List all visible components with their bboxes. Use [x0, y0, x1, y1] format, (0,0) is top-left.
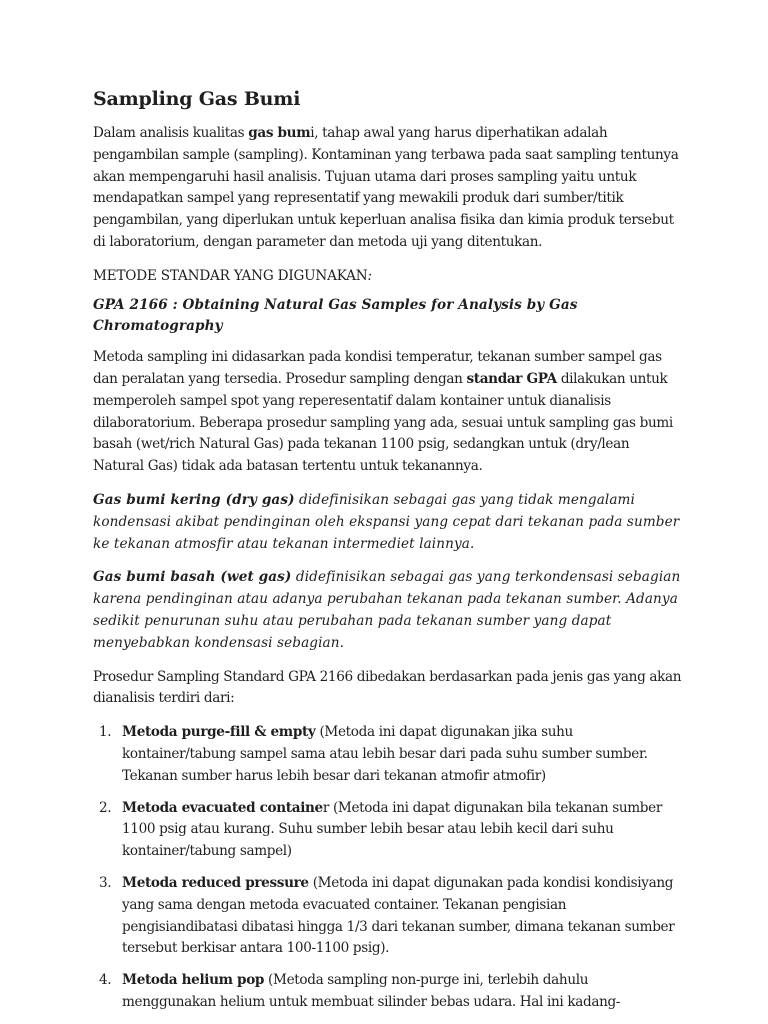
list-number: 4.: [99, 972, 112, 989]
dry-gas-term: Gas bumi kering (dry gas): [93, 491, 295, 508]
standar-gpa-bold: standar GPA: [466, 370, 557, 387]
wet-gas-term: Gas bumi basah (wet gas): [93, 569, 292, 586]
gpa-title: GPA 2166 : Obtaining Natural Gas Samples for Analysis by Gas Chromatography: [93, 296, 578, 335]
intro-paragraph: Dalam analisis kualitas gas bumi, tahap awal yang harus diperhatikan adalah pengambilan sample (sampling). Kontaminan yang terbawa pada saat sampling tentunya akan mempengaruhi hasil analisis. Tujuan utama dari proses sampling yaitu untuk mendapatkan sampel yang representatif yang mewakili produk dari sumber/titik pengambilan, yang diperlukan untuk keperluan analisa fisika dan kimia produk tersebut di laboratorium, dengan parameter dan metoda uji yang ditentukan.: [93, 125, 679, 250]
method-list: [93, 722, 683, 1014]
method-name: Metoda evacuated containe: [122, 799, 323, 816]
list-item: 2. Metoda evacuated container (Metoda ini dapat digunakan bila tekanan sumber 1100 psig atau kurang. Suhu sumber lebih besar atau lebih kecil dari suhu kontainer/tabung sampel): [99, 799, 662, 860]
gas-bumi-bold: gas bum: [248, 125, 311, 141]
standard-heading: METODE STANDAR YANG DIGUNAKAN:: [93, 267, 372, 284]
list-number: 2.: [99, 799, 112, 816]
method-name: Metoda helium pop: [122, 972, 265, 989]
procedure-intro: Prosedur Sampling Standard GPA 2166 dibedakan berdasarkan pada jenis gas yang akan dianalisis terdiri dari:: [93, 668, 682, 707]
document-page: [93, 88, 683, 1024]
list-number: 1.: [99, 724, 112, 741]
wet-gas-definition: Gas bumi basah (wet gas) didefinisikan sebagai gas yang terkondensasi sebagian karena pendinginan atau adanya perubahan tekanan pada tekanan sumber. Adanya sedikit penurunan suhu atau perubahan pada tekanan sumber yang dapat menyebabkan kondensasi sebagian.: [93, 569, 681, 651]
method-name: Metoda reduced pressure: [122, 874, 309, 891]
method-paragraph: Metoda sampling ini didasarkan pada kondisi temperatur, tekanan sumber sampel gas dan peralatan yang tersedia. Prosedur sampling dengan standar GPA dilakukan untuk memperoleh sampel spot yang reperesentatif dalam kontainer untuk dianalisis dilaboratorium. Beberapa prosedur sampling yang ada, sesuai untuk sampling gas bumi basah (wet/rich Natural Gas) pada tekanan 1100 psig, sedangkan untuk (dry/lean Natural Gas) tidak ada batasan tertentu untuk tekanannya.: [93, 349, 673, 475]
page-title: Sampling Gas Bumi: [93, 88, 301, 110]
dry-gas-definition: Gas bumi kering (dry gas) didefinisikan sebagai gas yang tidak mengalami kondensasi akibat pendinginan oleh ekspansi yang cepat dari tekanan pada sumber ke tekanan atmosfir atau tekanan intermediet lainnya.: [93, 491, 680, 552]
list-number: 3.: [99, 874, 112, 891]
list-item: 3. Metoda reduced pressure (Metoda ini dapat digunakan pada kondisi kondisiyang yang sama dengan metoda evacuated container. Tekanan pengisian pengisiandibatasi dibatasi hingga 1/3 dari tekanan sumber, dimana tekanan sumber tersebut berkisar antara 100-1100 psig).: [99, 874, 675, 957]
list-item: 1. Metoda purge-fill & empty (Metoda ini dapat digunakan jika suhu kontainer/tabung sampel sama atau lebih besar dari pada suhu sumber sumber. Tekanan sumber harus lebih besar dari tekanan atmofir atmofir): [99, 724, 648, 784]
method-name: Metoda purge-fill & empty: [122, 724, 316, 741]
list-item: 4. Metoda helium pop (Metoda sampling non-purge ini, terlebih dahulu menggunakan helium untuk membuat silinder bebas udara. Hal ini kadang-: [99, 972, 621, 1010]
